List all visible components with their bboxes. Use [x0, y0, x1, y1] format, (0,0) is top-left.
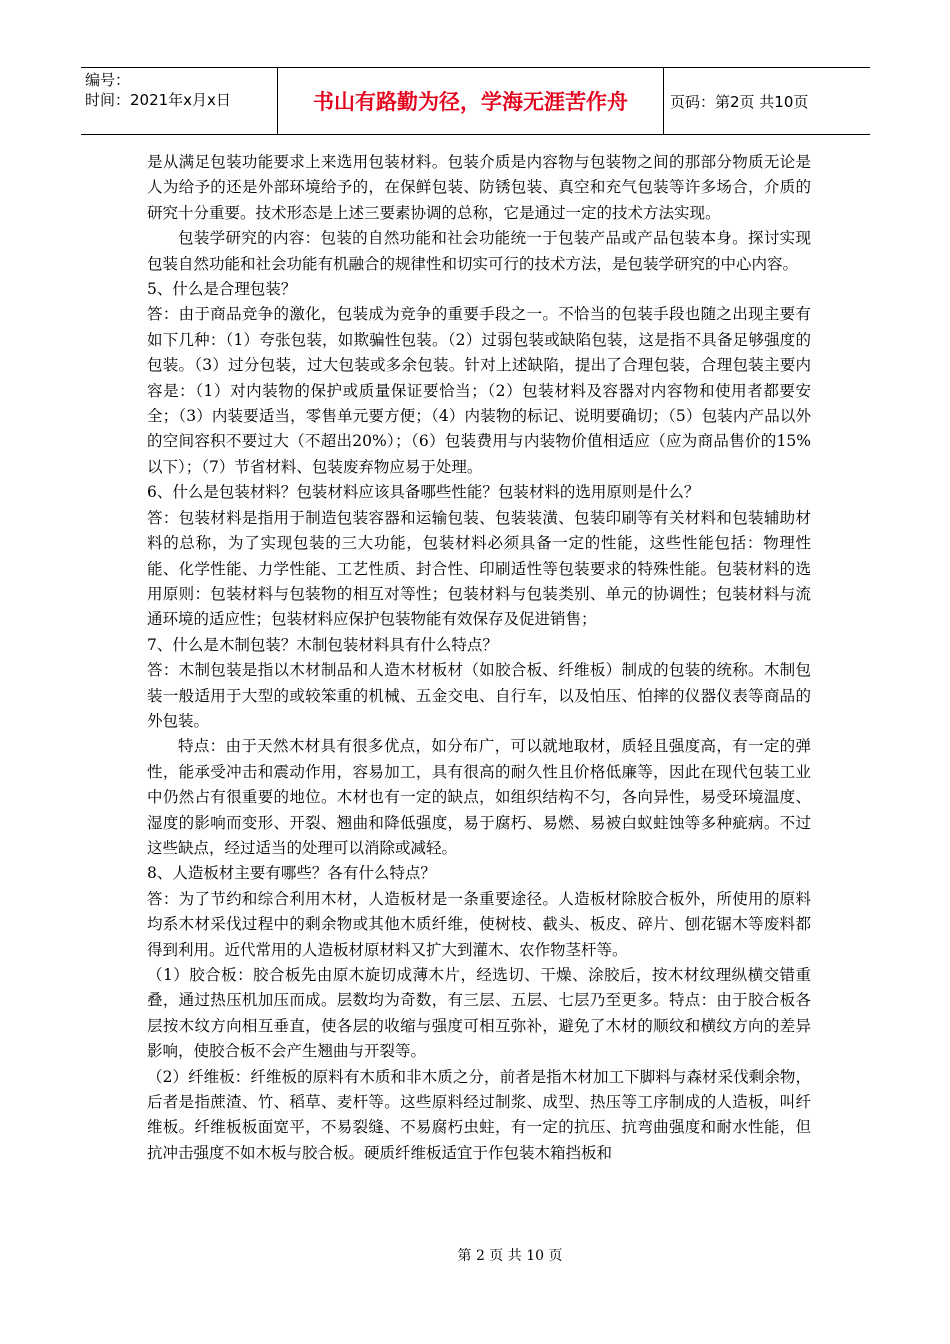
paragraph: 是从满足包装功能要求上来选用包装材料。包装介质是内容物与包装物之间的那部分物质无论是人为给予的还是外部环境给予的，在保鲜包装、防锈包装、真空和充气包装等许多场合，介质的研究十分重要。技术形态是上述三要素协调的总称，它是通过一定的技术方法实现。	[147, 153, 811, 222]
header-motto: 书山有路勤为径，学海无涯苦作舟	[278, 68, 664, 134]
paragraph: 包装学研究的内容：包装的自然功能和社会功能统一于包装产品或产品包装本身。探讨实现包装自然功能和社会功能有机融合的规律性和切实可行的技术方法，是包装学研究的中心内容。	[147, 229, 811, 273]
header-page-info: 页码：第2页 共10页	[670, 92, 809, 111]
header-meta	[81, 68, 278, 134]
question-heading: 6、什么是包装材料？包装材料应该具备哪些性能？包装材料的选用原则是什么？	[147, 483, 700, 502]
page-footer: 第 2 页 共 10 页	[457, 1248, 563, 1264]
question-heading: 5、什么是合理包装？	[147, 280, 297, 299]
paragraph: （2）纤维板：纤维板的原料有木质和非木质之分，前者是指木材加工下脚料与森材采伐剩余物，后者是指蔗渣、竹、稻草、麦杆等。这些原料经过制浆、成型、热压等工序制成的人造板，叫纤维板。纤维板板面宽平，不易裂缝、不易腐朽虫蛀，有一定的抗压、抗弯曲强度和耐水性能，但抗冲击强度不如木板与胶合板。硬质纤维板适宜于作包装木箱挡板和	[147, 1067, 811, 1162]
document-body	[147, 150, 811, 1166]
document-date-label: 时间：2021年x月x日	[85, 91, 231, 109]
answer-paragraph: 答：由于商品竞争的激化，包装成为竞争的重要手段之一。不恰当的包装手段也随之出现主要有如下几种：（1）夸张包装，如欺骗性包装。（2）过弱包装或缺陷包装，这是指不具备足够强度的包装。（3）过分包装，过大包装或多余包装。针对上述缺陷，提出了合理包装，合理包装主要内容是：（1）对内装物的保护或质量保证要恰当；（2）包装材料及容器对内容物和使用者都要安全；（3）内装要适当，零售单元要方便；（4）内装物的标记、说明要确切；（5）包装内产品以外的空间容积不要过大（不超出20%）；（6）包装费用与内装物价值相适应（应为商品售价的15%以下）；（7）节省材料、包装废弃物应易于处理。	[147, 305, 811, 476]
answer-paragraph: 答：为了节约和综合利用木材，人造板材是一条重要途径。人造板材除胶合板外，所使用的原料均系木材采伐过程中的剩余物或其他木质纤维，使树枝、截头、板皮、碎片、刨花锯木等废料都得到利用。近代常用的人造板材原材料又扩大到灌木、农作物茎杆等。	[147, 889, 811, 959]
answer-paragraph: 答：木制包装是指以木材制品和人造木材板材（如胶合板、纤维板）制成的包装的统称。木制包装一般适用于大型的或较笨重的机械、五金交电、自行车，以及怕压、怕摔的仪器仪表等商品的外包装。	[147, 661, 811, 730]
document-number-label: 编号：	[85, 71, 131, 89]
question-heading: 8、人造板材主要有哪些？各有什么特点？	[147, 864, 436, 883]
paragraph: （1）胶合板：胶合板先由原木旋切成薄木片，经选切、干燥、涂胶后，按木材纹理纵横交错重叠，通过热压机加压而成。层数均为奇数，有三层、五层、七层乃至更多。特点：由于胶合板各层按木纹方向相互垂直，使各层的收缩与强度可相互弥补，避免了木材的顺纹和横纹方向的差异影响，使胶合板不会产生翘曲与开裂等。	[147, 966, 811, 1061]
paragraph: 特点：由于天然木材具有很多优点，如分布广，可以就地取材，质轻且强度高，有一定的弹性，能承受冲击和震动作用，容易加工，具有很高的耐久性且价格低廉等，因此在现代包装工业中仍然占有很重要的地位。木材也有一定的缺点，如组织结构不匀，各向异性，易受环境温度、湿度的影响而变形、开裂、翘曲和降低强度，易于腐朽、易燃、易被白蚁蛀蚀等多种疵病。不过这些缺点，经过适当的处理可以消除或减轻。	[147, 737, 811, 857]
answer-paragraph: 答：包装材料是指用于制造包装容器和运输包装、包装装潢、包装印刷等有关材料和包装辅助材料的总称，为了实现包装的三大功能，包装材料必须具备一定的性能，这些性能包括：物理性能、化学性能、力学性能、工艺性质、封合性、印刷适性等包装要求的特殊性能。包装材料的选用原则：包装材料与包装物的相互对等性；包装材料与包装类别、单元的协调性；包装材料与流通环境的适应性；包装材料应保护包装物能有效保存及促进销售；	[147, 508, 811, 629]
page-header	[81, 67, 870, 135]
question-heading: 7、什么是木制包装？木制包装材料具有什么特点？	[147, 635, 498, 654]
